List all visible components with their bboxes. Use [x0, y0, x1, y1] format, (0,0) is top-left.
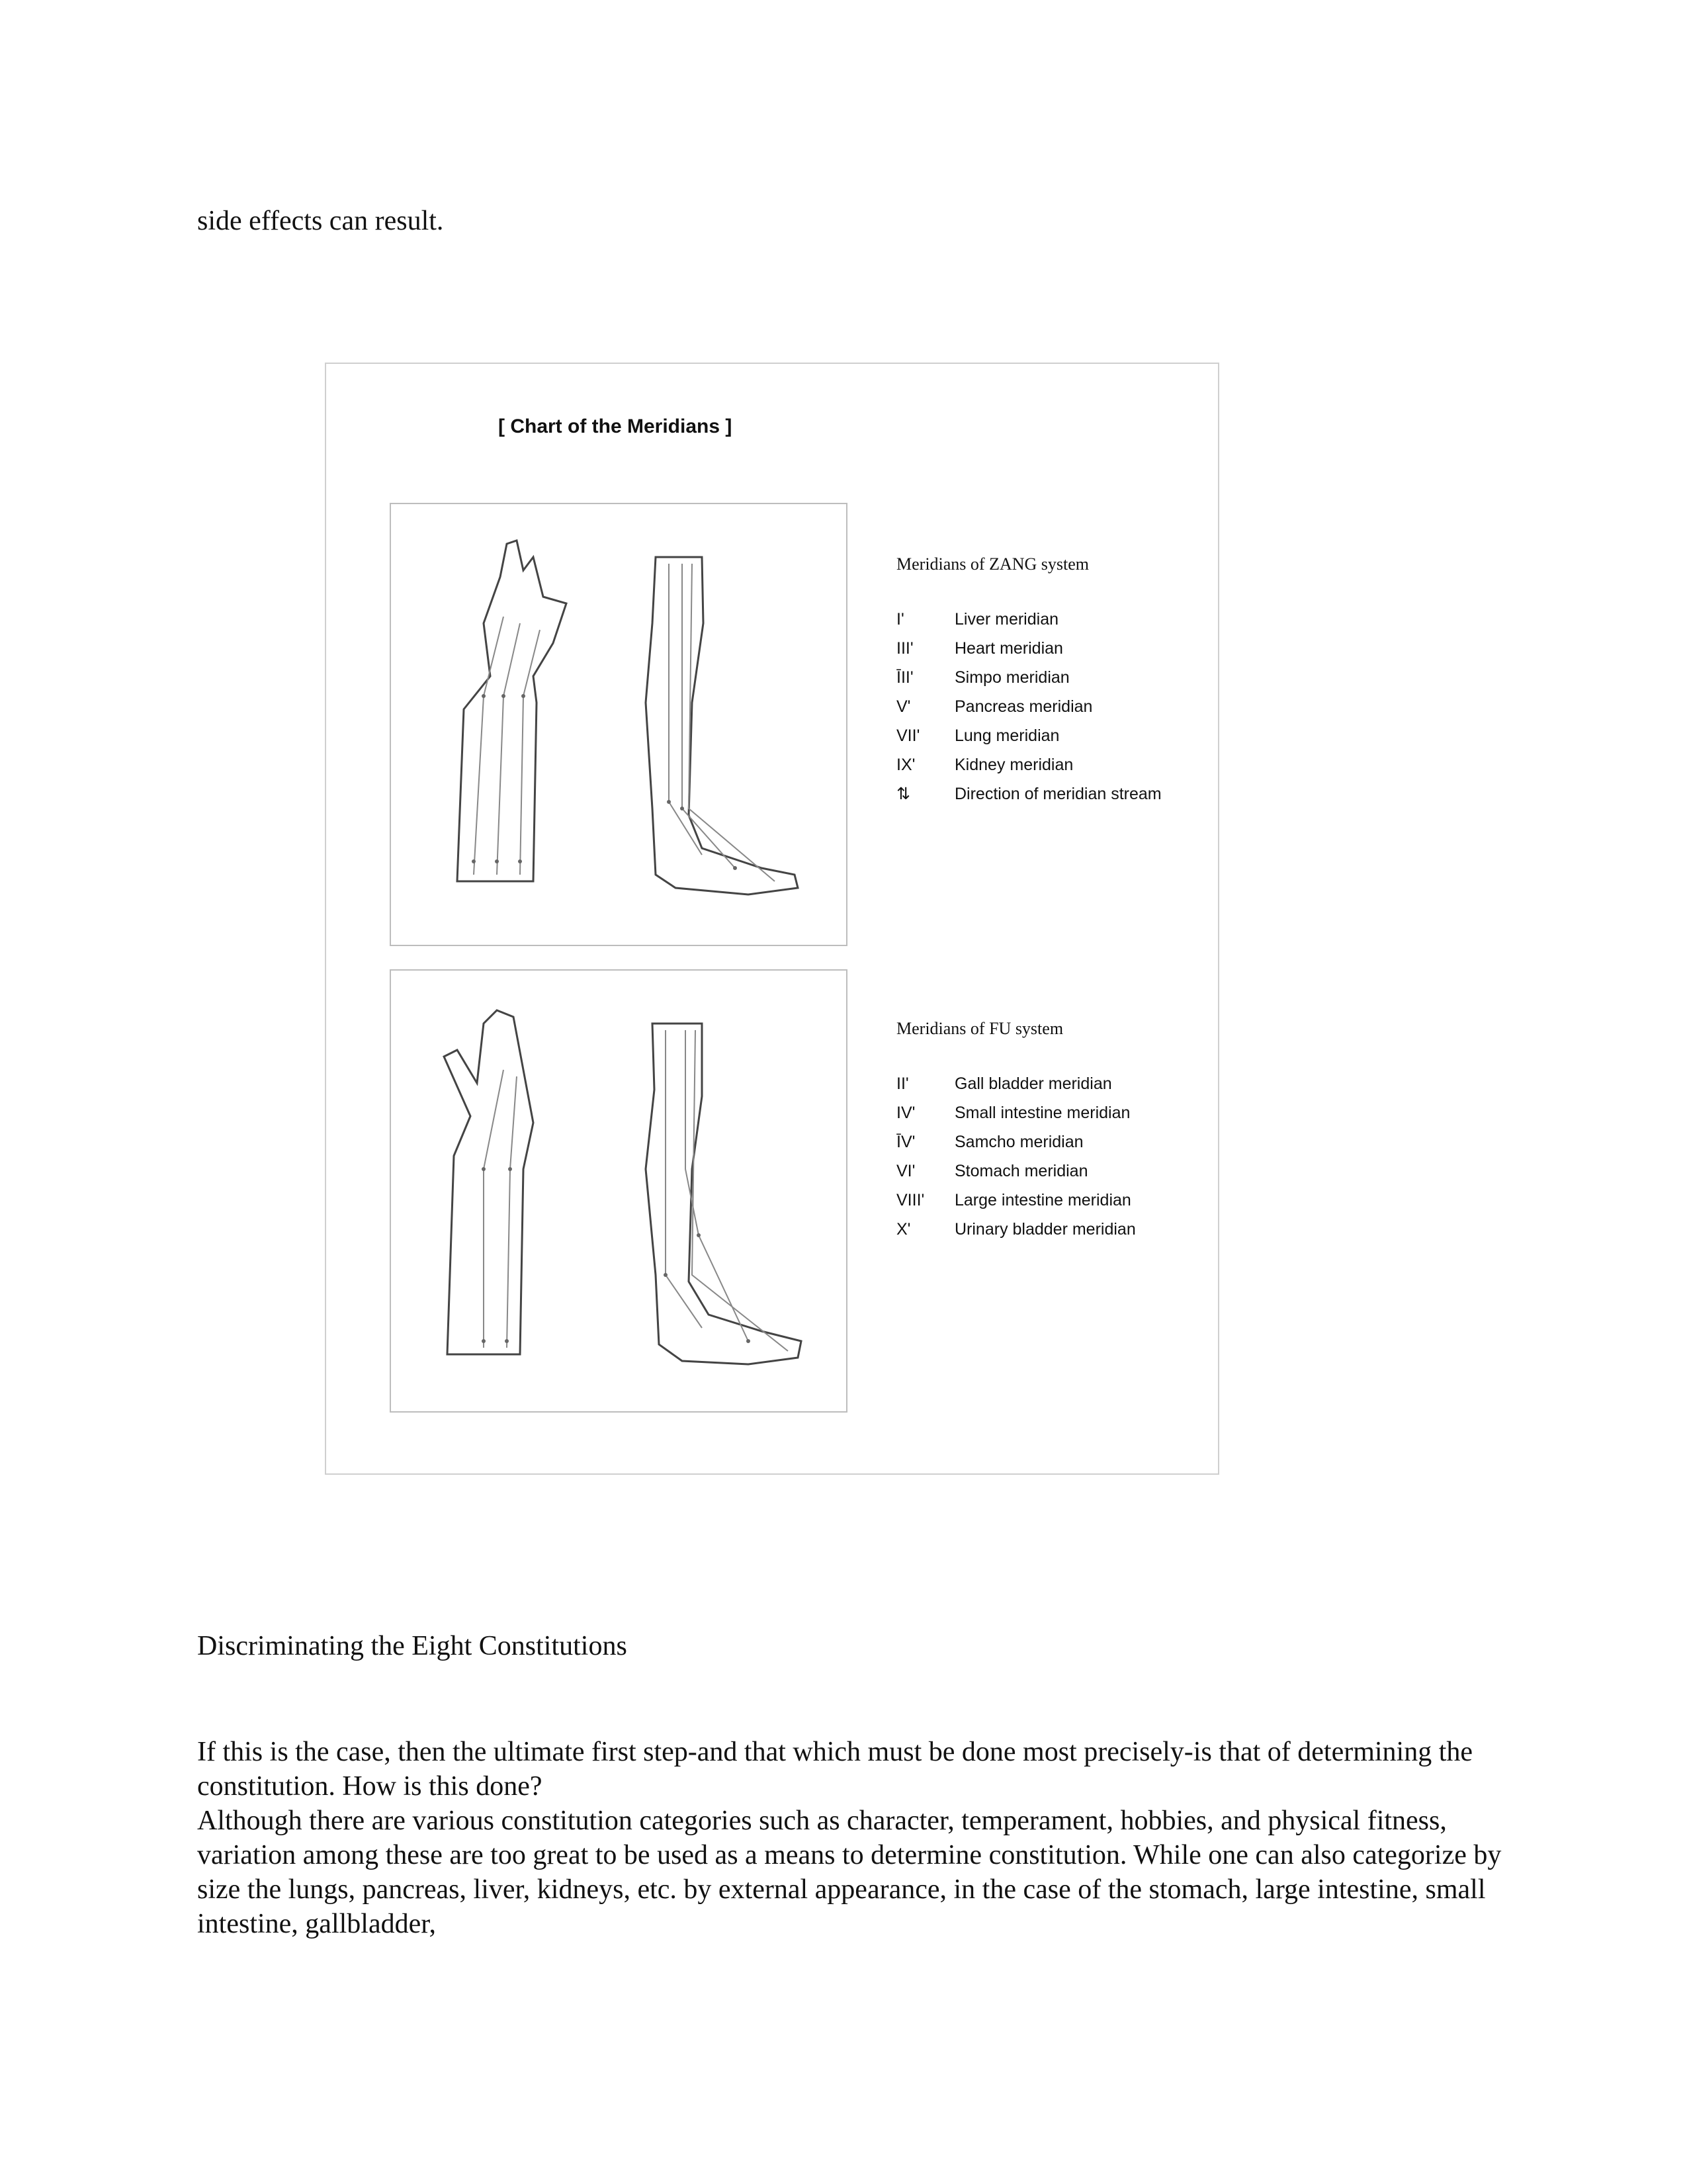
fu-diagram-panel	[390, 969, 847, 1413]
fu-limbs-illustration	[391, 971, 846, 1411]
arm-outline	[457, 541, 566, 881]
legend-code: X'	[896, 1219, 911, 1239]
body-paragraph: If this is the case, then the ultimate first step-and that which must be done most precisely-is that of determining the constitution. How is this done? Although there are various constitution categories such as character, temperament, hobbies, and physical fitness, variation among these are too great to be used as a means to determine constitution. While one can also categorize by size the lungs, pancreas, liver, kidneys, etc. by external appearance, in the case of the stomach, large intestine, small intestine, gallbladder,	[197, 1737, 1502, 1939]
meridian-chart-figure	[325, 363, 1219, 1475]
legend-code: VI'	[896, 1161, 916, 1180]
zang-diagram-panel	[390, 503, 847, 946]
legend-item	[896, 605, 1214, 634]
legend-label: Pancreas meridian	[955, 697, 1093, 716]
fu-legend-heading: Meridians of FU system	[896, 1019, 1064, 1038]
fu-legend	[896, 1019, 1214, 1244]
legend-code: I'	[896, 609, 904, 629]
zang-legend	[896, 554, 1214, 808]
legend-label: Liver meridian	[955, 609, 1059, 629]
legend-label: Lung meridian	[955, 726, 1060, 745]
figure-title: [ Chart of the Meridians ]	[498, 415, 732, 437]
legend-code: III'	[896, 638, 914, 658]
legend-label: Samcho meridian	[955, 1132, 1084, 1151]
legend-code: IX'	[896, 755, 916, 774]
legend-item	[896, 692, 1214, 721]
legend-label: Large intestine meridian	[955, 1190, 1131, 1209]
intro-text: side effects can result.	[197, 206, 444, 236]
legend-item	[896, 750, 1214, 779]
legend-label: Kidney meridian	[955, 755, 1074, 774]
legend-label: Urinary bladder meridian	[955, 1219, 1136, 1239]
legend-code: II'	[896, 1074, 909, 1093]
legend-item	[896, 634, 1214, 663]
legend-code: VII'	[896, 726, 920, 745]
legend-item	[896, 1215, 1214, 1244]
zang-legend-heading: Meridians of ZANG system	[896, 554, 1090, 574]
legend-item	[896, 663, 1214, 692]
legend-label: Heart meridian	[955, 638, 1063, 658]
legend-code: ĪII'	[896, 668, 914, 687]
direction-arrows-icon: ⇅	[896, 785, 910, 803]
legend-item	[896, 1069, 1214, 1098]
arm-outline	[444, 1010, 533, 1354]
legend-label: Gall bladder meridian	[955, 1074, 1112, 1093]
legend-label: Small intestine meridian	[955, 1103, 1131, 1122]
section-heading: Discriminating the Eight Constitutions	[197, 1631, 627, 1661]
legend-item	[896, 1157, 1214, 1186]
legend-code: VIII'	[896, 1190, 925, 1209]
legend-item	[896, 1127, 1214, 1157]
legend-label: Stomach meridian	[955, 1161, 1088, 1180]
legend-item	[896, 1098, 1214, 1127]
legend-item	[896, 1186, 1214, 1215]
legend-code: IV'	[896, 1103, 916, 1122]
legend-code: V'	[896, 697, 911, 716]
legend-item	[896, 721, 1214, 750]
legend-label: Direction of meridian stream	[955, 784, 1162, 803]
leg-outline	[646, 1024, 801, 1364]
legend-label: Simpo meridian	[955, 668, 1070, 687]
zang-limbs-illustration	[391, 504, 846, 945]
legend-item	[896, 779, 1214, 808]
legend-code: ĪV'	[896, 1132, 916, 1151]
